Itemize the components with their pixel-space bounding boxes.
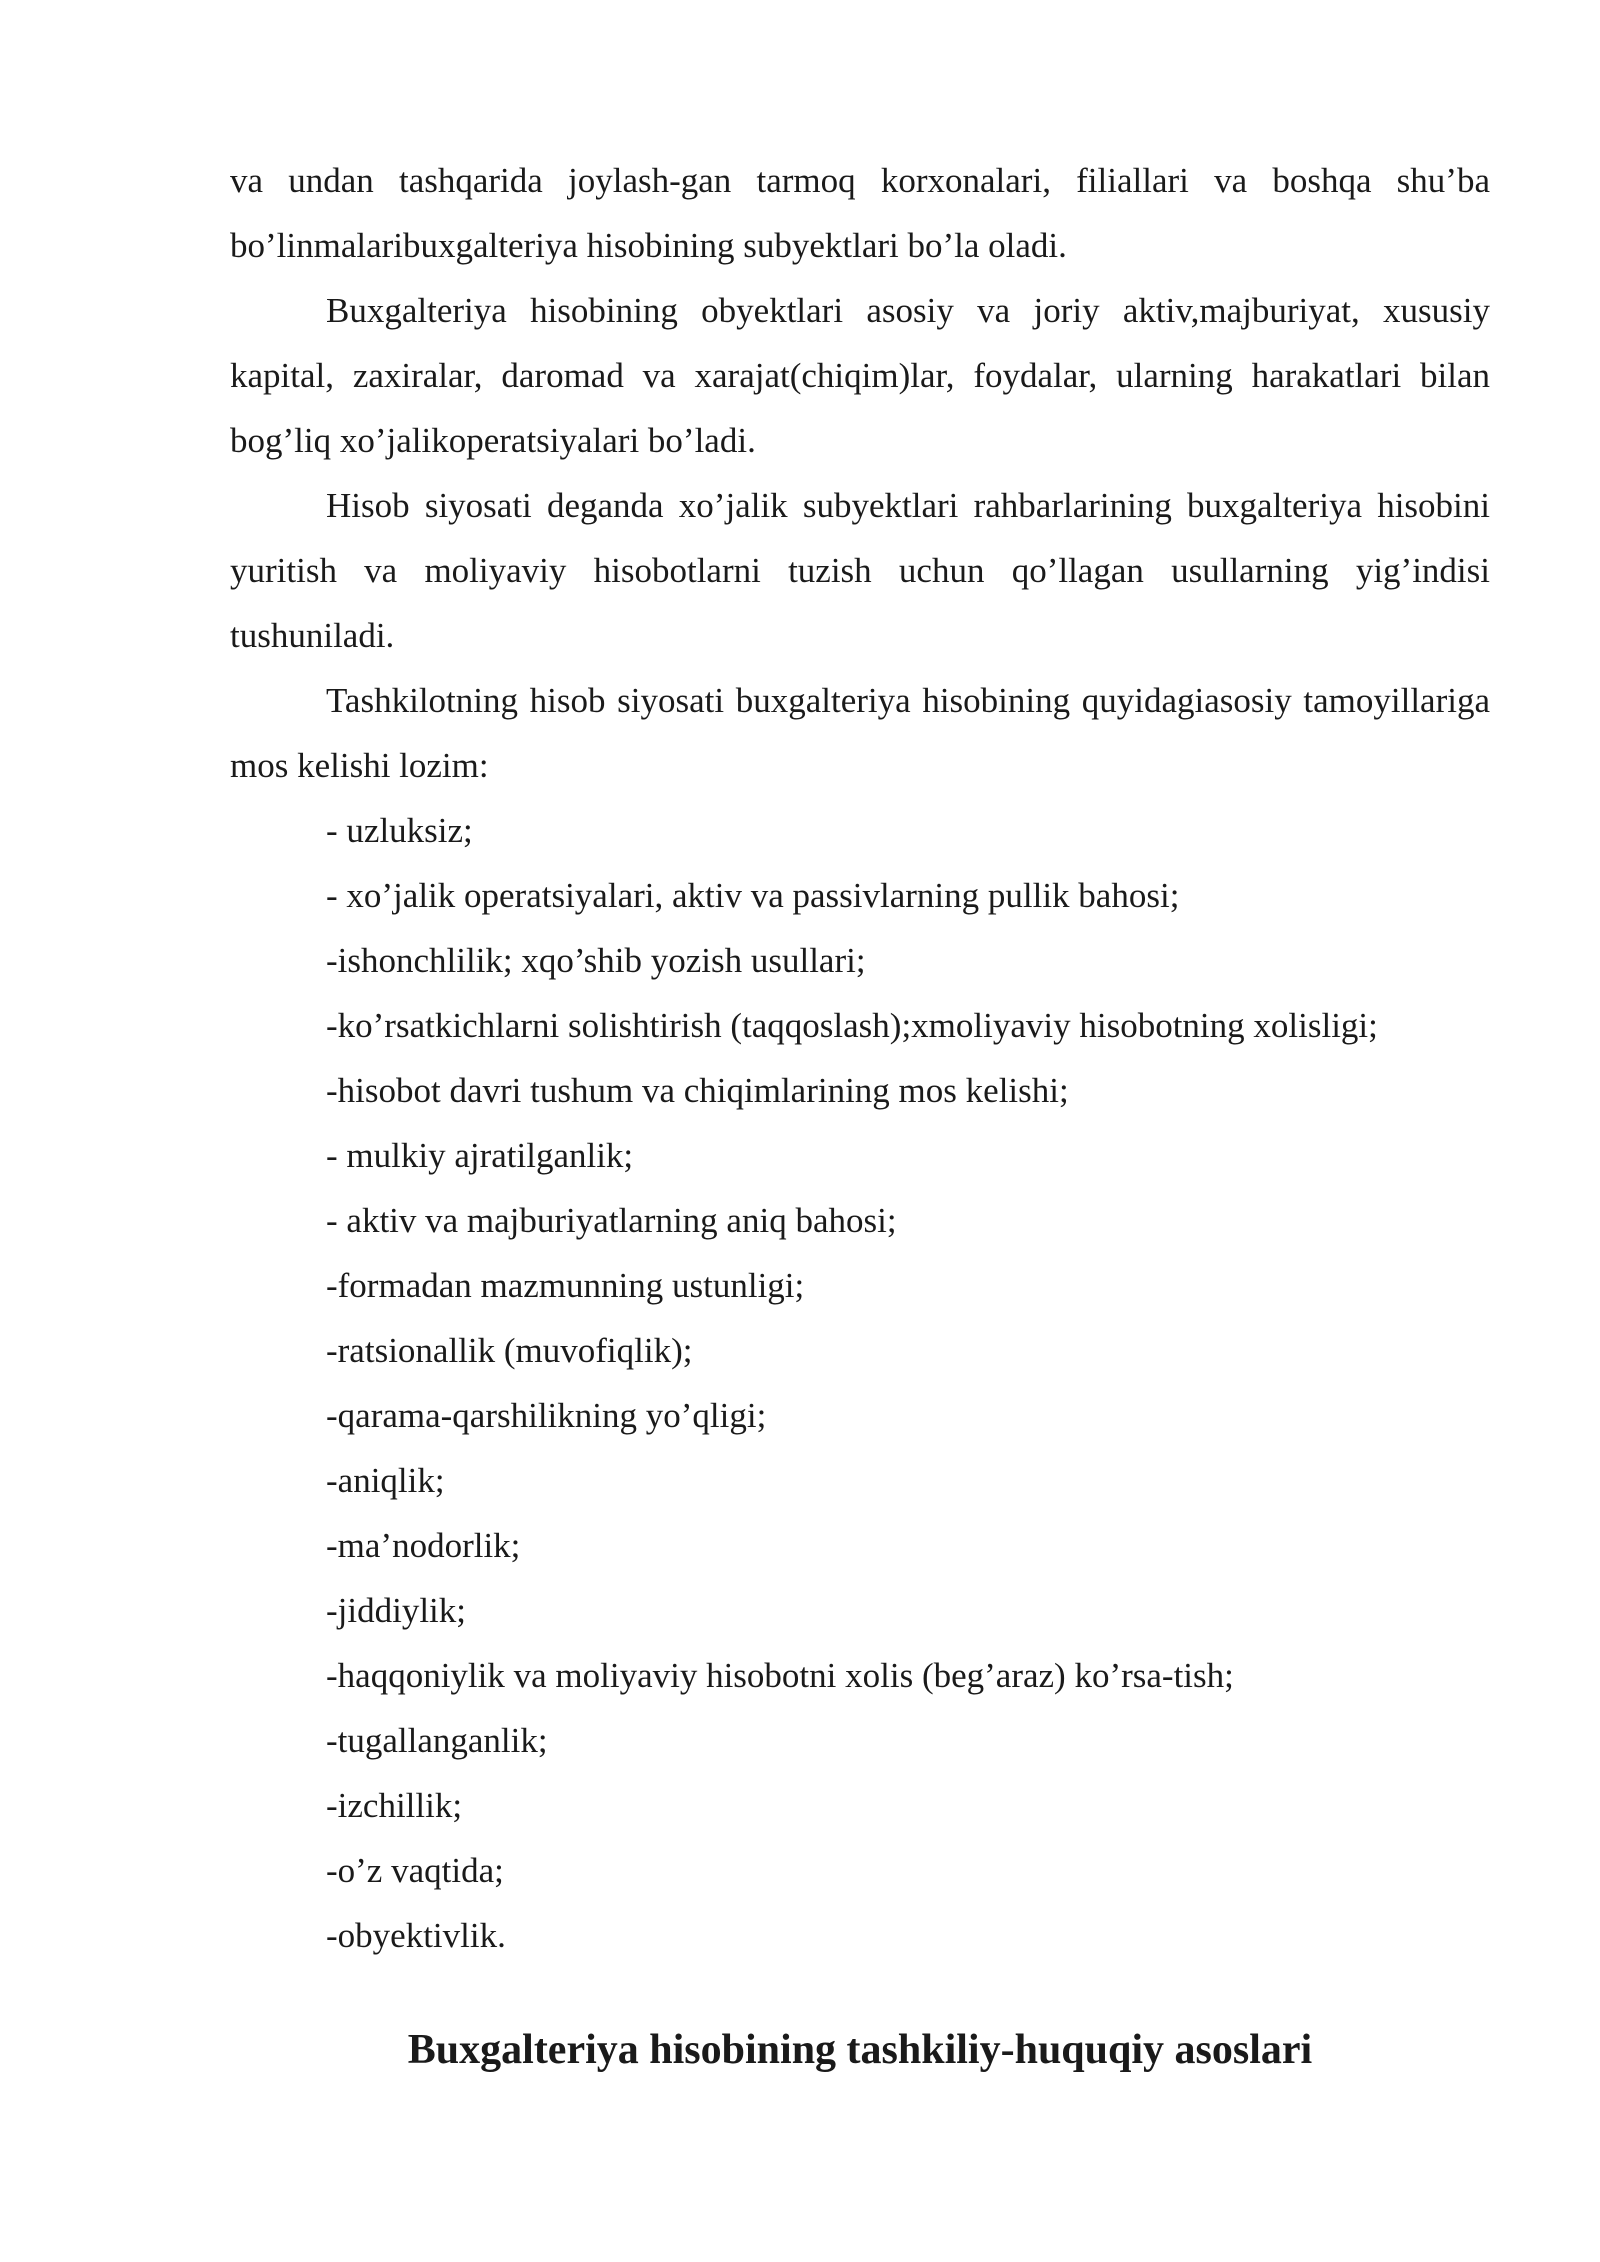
list-item: - aktiv va majburiyatlarning aniq bahosi; [326, 1201, 897, 1240]
list-item: -ma’nodorlik; [326, 1526, 521, 1565]
section-heading: Buxgalteriya hisobining tashkiliy-huquqiy asoslari [407, 2027, 1313, 2073]
list-item: -jiddiylik; [326, 1591, 466, 1630]
list-item: -ko’rsatkichlarni solishtirish (taqqoslash);xmoliyaviy hisobotning xolisligi; [326, 1006, 1378, 1045]
list-item: - uzluksiz; [326, 811, 473, 850]
paragraph-principles-intro: Tashkilotning hisob siyosati buxgalteriya hisobining quyidagiasosiy tamoyillariga mos kelishi lozim: [230, 681, 1490, 785]
paragraph-subjects: va undan tashqarida joylash-gan tarmoq korxonalari, filiallari va boshqa shu’ba bo’linmalaribuxgalteriya hisobining subyektlari bo’la oladi. [230, 161, 1490, 265]
list-item: -izchillik; [326, 1786, 463, 1825]
list-item: -ishonchlilik; xqo’shib yozish usullari; [326, 941, 866, 980]
principles-list [230, 798, 1490, 1968]
list-item: -ratsionallik (muvofiqlik); [326, 1331, 693, 1370]
list-item: - xo’jalik operatsiyalari, aktiv va passivlarning pullik bahosi; [326, 876, 1180, 915]
list-item: -qarama-qarshilikning yo’qligi; [326, 1396, 767, 1435]
paragraph-accounting-policy: Hisob siyosati deganda xo’jalik subyektlari rahbarlarining buxgalteriya hisobini yuritish va moliyaviy hisobotlarni tuzish uchun qo’llagan usullarning yig’indisi tushuniladi. [230, 486, 1490, 655]
list-item: -tugallanganlik; [326, 1721, 548, 1760]
list-item: -hisobot davri tushum va chiqimlarining mos kelishi; [326, 1071, 1069, 1110]
document-page [230, 148, 1490, 2080]
list-item: - mulkiy ajratilganlik; [326, 1136, 634, 1175]
list-item: -obyektivlik. [326, 1916, 506, 1955]
paragraph-objects: Buxgalteriya hisobining obyektlari asosiy va joriy aktiv,majburiyat, xususiy kapital, zaxiralar, daromad va xarajat(chiqim)lar, foydalar, ularning harakatlari bilan bog’liq xo’jalikoperatsiyalari bo’ladi. [230, 291, 1490, 460]
list-item: -aniqlik; [326, 1461, 445, 1500]
list-item: -formadan mazmunning ustunligi; [326, 1266, 805, 1305]
list-item: -o’z vaqtida; [326, 1851, 504, 1890]
list-item: -haqqoniylik va moliyaviy hisobotni xolis (beg’araz) ko’rsa-tish; [326, 1656, 1234, 1695]
